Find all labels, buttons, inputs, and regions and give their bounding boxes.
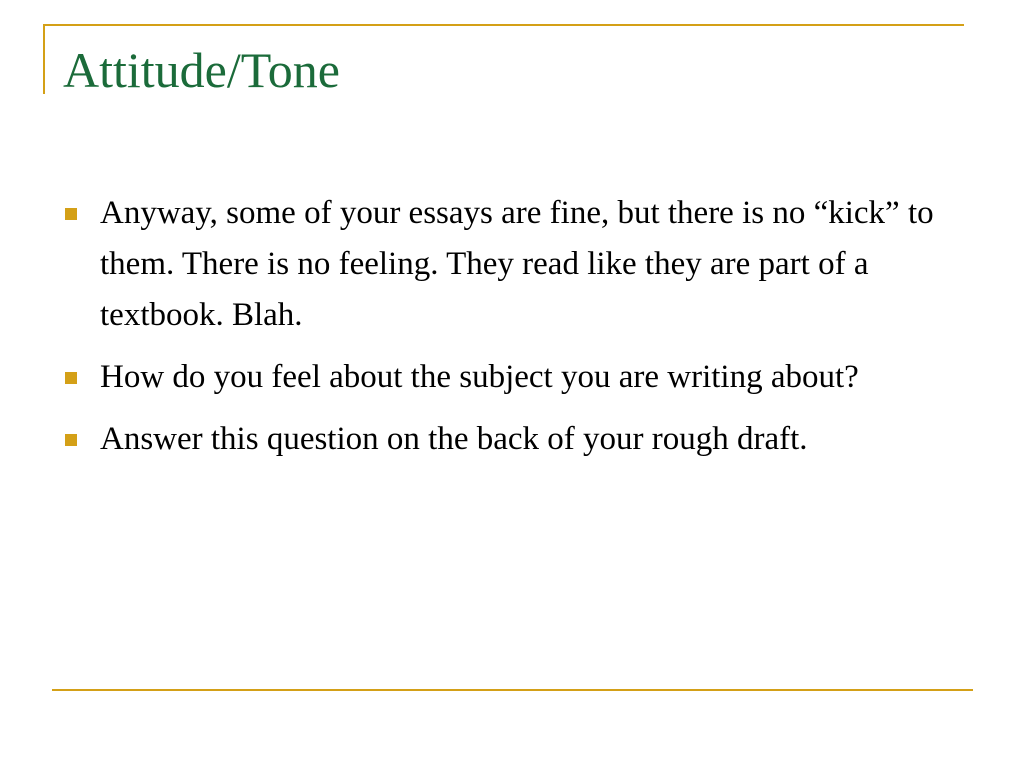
bullet-item	[62, 352, 962, 403]
bullet-item	[62, 188, 962, 341]
slide-title: Attitude/Tone	[63, 42, 341, 98]
bullet-text: Answer this question on the back of your rough draft.	[100, 421, 808, 457]
left-border-line	[43, 24, 45, 94]
bullet-item	[62, 414, 962, 465]
bullet-list	[62, 188, 962, 476]
bullet-text: How do you feel about the subject you are writing about?	[100, 359, 859, 395]
square-bullet-icon	[65, 208, 77, 220]
bullet-text: Anyway, some of your essays are fine, but there is no “kick” to them. There is no feeling. They read like they are part of a textbook. Blah.	[100, 195, 934, 333]
square-bullet-icon	[65, 372, 77, 384]
bottom-border-line	[52, 689, 973, 691]
square-bullet-icon	[65, 434, 77, 446]
top-border-line	[43, 24, 964, 26]
